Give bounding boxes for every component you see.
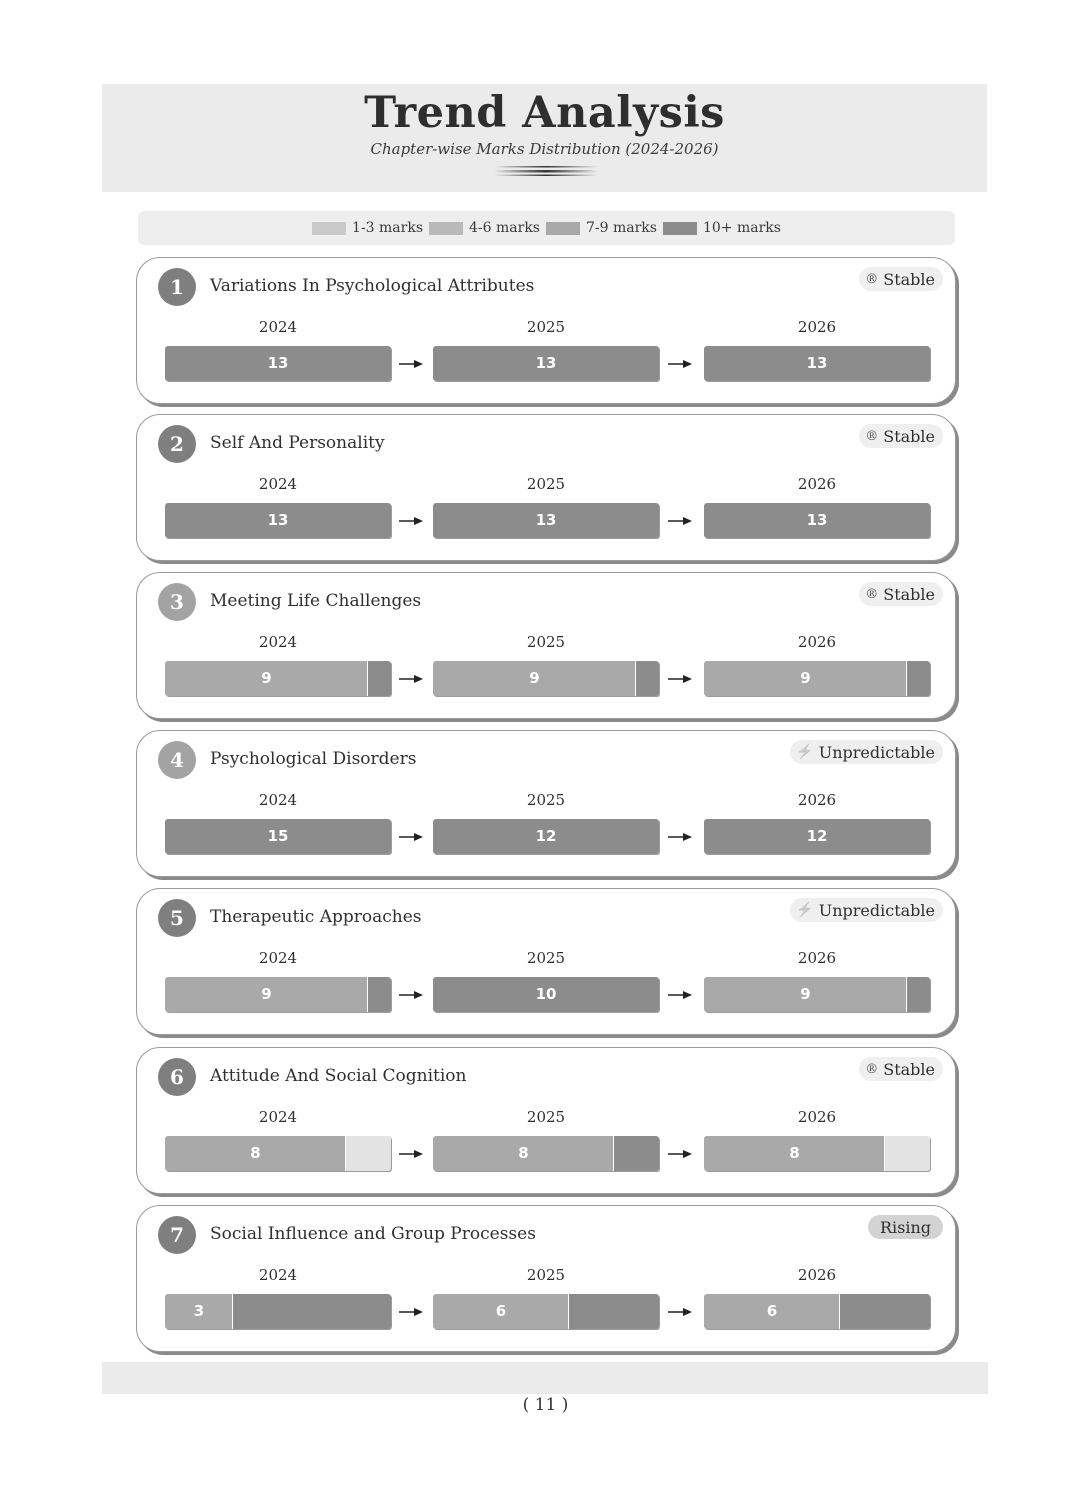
chapter-title: Therapeutic Approaches [210, 907, 422, 927]
chapter-card [136, 414, 956, 561]
marks-bar [704, 503, 930, 538]
chapter-number: 2 [158, 425, 196, 463]
marks-value: 12 [535, 827, 557, 845]
chapter-number: 5 [158, 899, 196, 937]
marks-bar-remainder [368, 977, 391, 1012]
marks-bar-remainder [569, 1294, 659, 1329]
arrow-right-icon [399, 1307, 423, 1317]
chapter-title: Self And Personality [210, 433, 385, 453]
year-label: 2026 [797, 949, 837, 967]
year-label: 2025 [526, 633, 566, 651]
year-label: 2024 [258, 791, 298, 809]
year-label: 2025 [526, 1108, 566, 1126]
arrow-right-icon [668, 832, 692, 842]
marks-bar-remainder [907, 977, 930, 1012]
page-number: ( 11 ) [522, 1395, 569, 1415]
chapter-card [136, 730, 956, 877]
legend-swatch [429, 222, 463, 235]
marks-value: 13 [535, 511, 557, 529]
marks-bar-remainder [614, 1136, 659, 1171]
marks-value: 9 [261, 669, 272, 687]
marks-bar [165, 661, 391, 696]
marks-value: 13 [806, 511, 828, 529]
trend-label: Stable [883, 1059, 935, 1079]
arrow-right-icon [668, 516, 692, 526]
marks-bar [165, 1136, 391, 1171]
chapter-card [136, 1047, 956, 1194]
lightning-icon: ⚡ [796, 744, 814, 760]
marks-bar [704, 1136, 930, 1171]
year-label: 2024 [258, 318, 298, 336]
chapter-card [136, 1205, 956, 1352]
chapter-title: Meeting Life Challenges [210, 591, 422, 611]
chapter-title: Social Influence and Group Processes [210, 1224, 536, 1244]
trend-label: Unpredictable [818, 900, 935, 920]
legend-label: 4-6 marks [469, 220, 540, 236]
arrow-right-icon [399, 832, 423, 842]
marks-bar [704, 661, 930, 696]
year-label: 2026 [797, 475, 837, 493]
year-label: 2025 [526, 318, 566, 336]
trend-label: Rising [879, 1217, 931, 1237]
marks-bar [433, 503, 659, 538]
registered-icon: ® [865, 586, 879, 602]
year-label: 2024 [258, 1108, 298, 1126]
marks-bar [165, 1294, 391, 1329]
marks-value: 8 [250, 1144, 261, 1162]
trend-badge [859, 267, 943, 291]
trend-badge [859, 1057, 943, 1081]
marks-bar [704, 1294, 930, 1329]
arrow-right-icon [668, 1307, 692, 1317]
trend-badge [859, 424, 943, 448]
marks-value: 13 [267, 354, 289, 372]
arrow-right-icon [668, 990, 692, 1000]
registered-icon: ® [865, 428, 879, 444]
chapter-title: Attitude And Social Cognition [210, 1066, 467, 1086]
trend-label: Unpredictable [818, 742, 935, 762]
trend-label: Stable [883, 584, 935, 604]
marks-value: 10 [535, 985, 557, 1003]
marks-bar [433, 1136, 659, 1171]
trend-label: Stable [883, 269, 935, 289]
year-label: 2025 [526, 949, 566, 967]
legend-swatch [312, 222, 346, 235]
legend-label: 1-3 marks [352, 220, 424, 236]
marks-bar [165, 977, 391, 1012]
trend-badge [790, 740, 943, 764]
legend-item [429, 220, 540, 236]
chapter-card [136, 888, 956, 1035]
arrow-right-icon [668, 359, 692, 369]
marks-value: 13 [806, 354, 828, 372]
marks-bar-remainder [233, 1294, 391, 1329]
legend-item [546, 220, 657, 236]
marks-bar [433, 346, 659, 381]
trend-badge [790, 898, 943, 922]
chapter-number: 1 [158, 268, 196, 306]
page-title: Trend Analysis [364, 88, 725, 138]
marks-value: 8 [518, 1144, 529, 1162]
marks-bar [165, 503, 391, 538]
year-label: 2025 [526, 1266, 566, 1284]
marks-value: 3 [193, 1302, 205, 1320]
chapter-number: 4 [158, 741, 196, 779]
marks-bar-remainder [636, 661, 659, 696]
chapter-title: Variations In Psychological Attributes [210, 276, 535, 296]
year-label: 2026 [797, 1108, 837, 1126]
year-label: 2024 [258, 475, 298, 493]
marks-bar [704, 977, 930, 1012]
marks-bar-remainder [346, 1136, 391, 1171]
chapter-number: 7 [158, 1216, 196, 1254]
marks-bar [433, 661, 659, 696]
legend-swatch [546, 222, 580, 235]
marks-value: 13 [535, 354, 557, 372]
marks-value: 8 [789, 1144, 800, 1162]
marks-bar-remainder [840, 1294, 930, 1329]
marks-bar-remainder [368, 661, 391, 696]
legend-label: 7-9 marks [586, 220, 657, 236]
year-label: 2024 [258, 949, 298, 967]
marks-bar-remainder [885, 1136, 930, 1171]
legend-item [312, 220, 423, 236]
chapter-card [136, 572, 956, 719]
marks-value: 13 [267, 511, 289, 529]
legend-item [663, 220, 781, 236]
legend-swatch [663, 222, 697, 235]
year-label: 2026 [797, 318, 837, 336]
registered-icon: ® [865, 1061, 879, 1077]
arrow-right-icon [399, 1149, 423, 1159]
legend [138, 211, 955, 245]
year-label: 2025 [526, 475, 566, 493]
marks-bar [165, 819, 391, 854]
arrow-right-icon [668, 674, 692, 684]
arrow-right-icon [399, 990, 423, 1000]
marks-bar-remainder [907, 661, 930, 696]
marks-value: 6 [495, 1302, 507, 1320]
legend-label: 10+ marks [702, 220, 781, 236]
chapter-number: 6 [158, 1058, 196, 1096]
chapter-card [136, 257, 956, 404]
year-label: 2026 [797, 1266, 837, 1284]
marks-value: 6 [766, 1302, 778, 1320]
marks-bar [433, 1294, 659, 1329]
decorative-divider [494, 166, 598, 176]
chapter-number: 3 [158, 583, 196, 621]
marks-value: 9 [800, 985, 811, 1003]
marks-bar [704, 819, 930, 854]
footer-band [102, 1362, 988, 1394]
marks-value: 9 [529, 669, 540, 687]
marks-bar [433, 819, 659, 854]
arrow-right-icon [668, 1149, 692, 1159]
arrow-right-icon [399, 674, 423, 684]
trend-label: Stable [883, 426, 935, 446]
marks-value: 9 [261, 985, 272, 1003]
year-label: 2024 [258, 633, 298, 651]
trend-badge [868, 1215, 943, 1239]
trend-badge [859, 582, 943, 606]
arrow-right-icon [399, 516, 423, 526]
year-label: 2026 [797, 791, 837, 809]
year-label: 2024 [258, 1266, 298, 1284]
page-header [102, 84, 987, 192]
marks-bar [433, 977, 659, 1012]
marks-value: 12 [806, 827, 828, 845]
marks-value: 15 [267, 827, 289, 845]
marks-value: 9 [800, 669, 811, 687]
marks-bar [165, 346, 391, 381]
marks-bar [704, 346, 930, 381]
arrow-right-icon [399, 359, 423, 369]
chapter-title: Psychological Disorders [210, 749, 417, 769]
year-label: 2025 [526, 791, 566, 809]
lightning-icon: ⚡ [796, 902, 814, 918]
page-subtitle: Chapter-wise Marks Distribution (2024-2026) [370, 140, 719, 158]
year-label: 2026 [797, 633, 837, 651]
registered-icon: ® [865, 271, 879, 287]
